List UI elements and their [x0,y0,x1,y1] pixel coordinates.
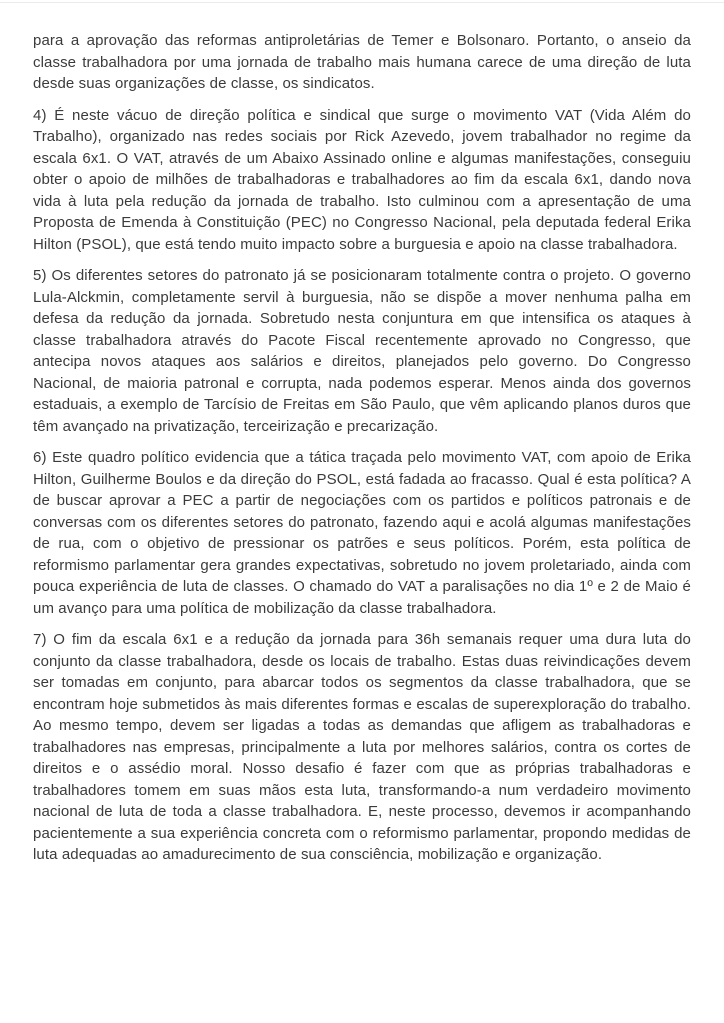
paragraph-7: 7) O fim da escala 6x1 e a redução da jornada para 36h semanais requer uma dura luta do conjunto da classe trabalhadora, desde os locais de trabalho. Estas duas reivindicações devem ser tomadas em conjunto, para abarcar todos os segmentos da classe trabalhadora, que se encontram hoje submetidos às mais diferentes formas e escalas de superexploração do trabalho. Ao mesmo tempo, devem ser ligadas a todas as demandas que afligem as trabalhadoras e trabalhadores nas empresas, principalmente a luta por melhores salários, contra os cortes de direitos e o assédio moral. Nosso desafio é fazer com que as próprias trabalhadoras e trabalhadores tomem em suas mãos esta luta, transformando-a num verdadeiro movimento nacional de luta de toda a classe trabalhadora. E, neste processo, devemos ir acompanhando pacientemente a sua experiência concreta com o reformismo parlamentar, propondo medidas de luta adequadas ao amadurecimento de sua consciência, mobilização e organização. [33,631,691,863]
paragraph-intro-continuation: para a aprovação das reformas antiproletárias de Temer e Bolsonaro. Portanto, o anseio da classe trabalhadora por uma jornada de trabalho mais humana carece de uma direção de luta desde suas organizações de classe, os sindicatos. [33,32,691,92]
paragraph-4: 4) É neste vácuo de direção política e sindical que surge o movimento VAT (Vida Além do Trabalho), organizado nas redes sociais por Rick Azevedo, jovem trabalhador no regime da escala 6x1. O VAT, através de um Abaixo Assinado online e algumas manifestações, conseguiu obter o apoio de milhões de trabalhadoras e trabalhadores ao fim da escala 6x1, dando nova vida à luta pela redução da jornada de trabalho. Isto culminou com a apresentação de uma Proposta de Emenda à Constituição (PEC) no Congresso Nacional, pela deputada federal Erika Hilton (PSOL), que está tendo muito impacto sobre a burguesia e apoio na classe trabalhadora. [33,106,691,253]
paragraph-6: 6) Este quadro político evidencia que a tática traçada pelo movimento VAT, com apoio de Erika Hilton, Guilherme Boulos e da direção do PSOL, está fadada ao fracasso. Qual é esta política? A de buscar aprovar a PEC a partir de negociações com os partidos e políticos patronais e de conversas com os diferentes setores do patronato, fazendo aqui e acolá algumas manifestações de rua, com o objetivo de pressionar os patrões e seus políticos. Porém, esta política de reformismo parlamentar gera grandes expectativas, sobretudo no jovem proletariado, ainda com pouca experiência de luta de classes. O chamado do VAT a paralisações no dia 1º e 2 de Maio é um avanço para uma política de mobilização da classe trabalhadora. [33,449,691,617]
page-top-edge [0,2,724,3]
paragraph-5: 5) Os diferentes setores do patronato já se posicionaram totalmente contra o projeto. O governo Lula-Alckmin, completamente servil à burguesia, não se dispõe a mover nenhuma palha em defesa da redução da jornada. Sobretudo nesta conjuntura em que intensifica os ataques à classe trabalhadora através do Pacote Fiscal recentemente aprovado no Congresso, que antecipa novos ataques aos salários e direitos, planejados pelo governo. Do Congresso Nacional, de maioria patronal e corrupta, nada podemos esperar. Menos ainda dos governos estaduais, a exemplo de Tarcísio de Freitas em São Paulo, que vêm aplicando planos duros que têm avançado na privatização, terceirização e precarização. [33,267,691,435]
